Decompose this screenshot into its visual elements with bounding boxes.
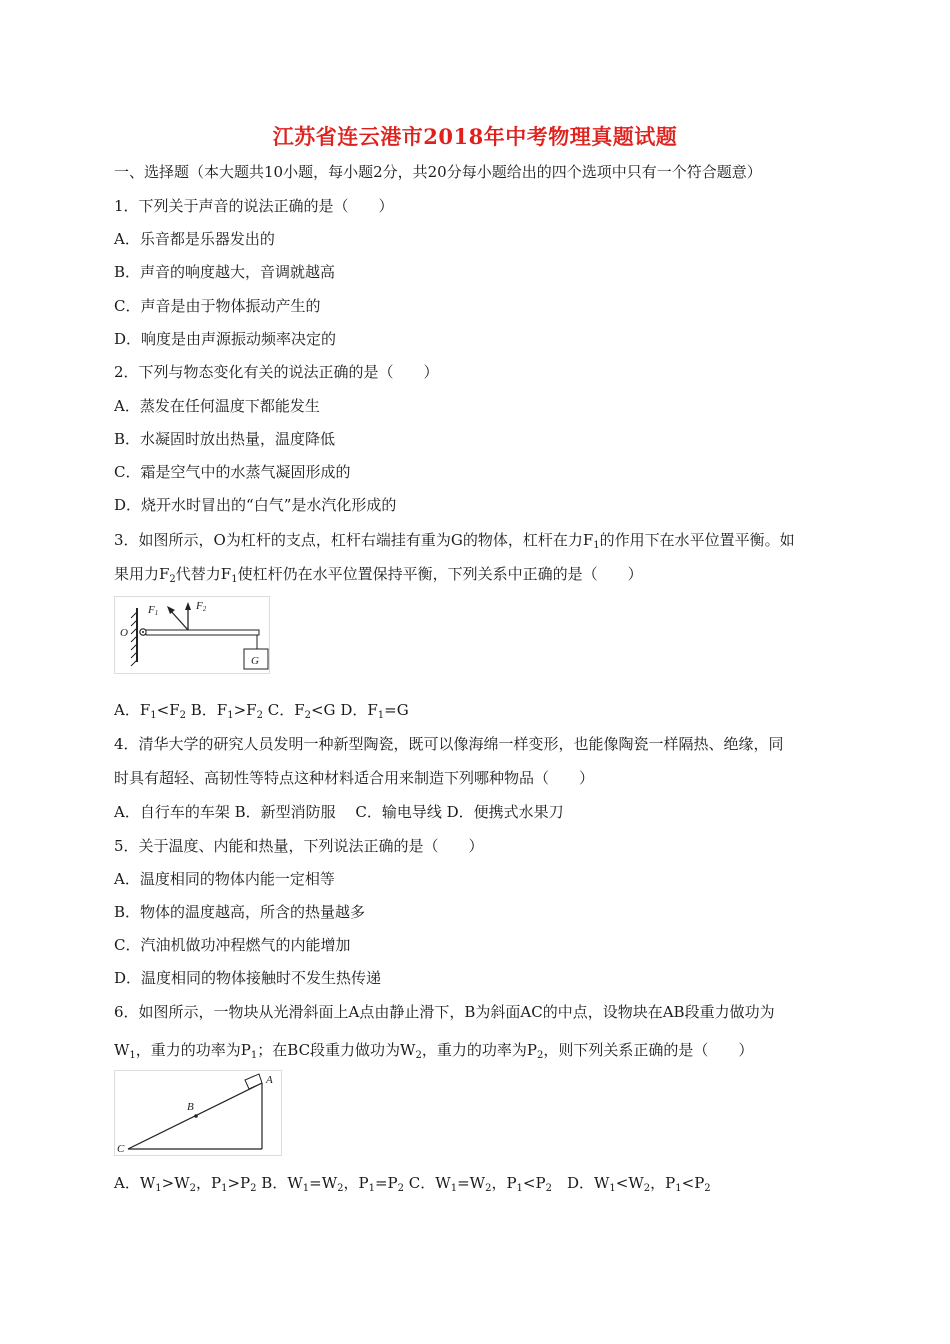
question-2-option-c: C．霜是空气中的水蒸气凝固形成的 <box>114 463 351 481</box>
label-b: B <box>187 1101 194 1113</box>
label-g: G <box>251 655 259 667</box>
question-6-stem-line-2: $W_1$，重力的功率为$P_1$；在BC段重力做功为$W_2$，重力的功率为$P_2$，则下列关系正确的是（ ） <box>114 1041 754 1061</box>
question-6-options: A．$W_1>W_2$，$P_1>P_2$ B．$W_1=W_2$，$P_1=P_2$ C．$W_1=W_2$，$P_1<P_2$ D．$W_1<W_2$，$P_1<P_2$ <box>114 1174 711 1194</box>
question-2-option-b: B．水凝固时放出热量，温度降低 <box>114 430 336 448</box>
label-f1: F <box>148 604 155 616</box>
question-2-option-d: D．烧开水时冒出的“白气”是水汽化形成的 <box>114 496 397 514</box>
lever-diagram <box>114 596 270 674</box>
question-3-stem-line-2: 果用力$F_2$代替力$F_1$使杠杆仍在水平位置保持平衡，下列关系中正确的是（ ） <box>114 565 643 585</box>
question-1-option-a: A．乐音都是乐器发出的 <box>114 230 275 248</box>
svg-text:F2: F2 <box>196 600 207 613</box>
question-6-stem-line-1: 6．如图所示，一物块从光滑斜面上A点由静止滑下，B为斜面AC的中点，设物块在AB段重力做功为 <box>114 1003 775 1021</box>
svg-text:F1: F1 <box>148 604 159 617</box>
label-f2: F <box>196 600 203 612</box>
question-3-options: A．$F_1<F_2$ B．$F_1>F_2$ C．$F_2<G$ D．$F_1=G$ <box>114 701 409 721</box>
label-c: C <box>117 1143 125 1155</box>
label-a: A <box>266 1074 273 1086</box>
question-5-option-b: B．物体的温度越高，所含的热量越多 <box>114 903 366 921</box>
page-title: 江苏省连云港市2018年中考物理真题试题 <box>272 124 678 149</box>
section-heading: 一、选择题（本大题共10小题，每小题2分，共20分每小题给出的四个选项中只有一个符合题意） <box>114 163 762 181</box>
question-4-stem-line-1: 4．清华大学的研究人员发明一种新型陶瓷，既可以像海绵一样变形，也能像陶瓷一样隔热、绝缘，同 <box>114 735 784 753</box>
question-3-stem-line-1: 3．如图所示，O为杠杆的支点，杠杆右端挂有重为G的物体，杠杆在力$F_1$的作用下在水平位置平衡。如 <box>114 531 795 551</box>
question-2-stem: 2．下列与物态变化有关的说法正确的是（ ） <box>114 363 439 381</box>
question-5-stem: 5．关于温度、内能和热量，下列说法正确的是（ ） <box>114 837 484 855</box>
question-5-option-c: C．汽油机做功冲程燃气的内能增加 <box>114 936 351 954</box>
question-1-option-b: B．声音的响度越大，音调就越高 <box>114 263 336 281</box>
question-1-option-d: D．响度是由声源振动频率决定的 <box>114 330 337 348</box>
question-1-option-c: C．声音是由于物体振动产生的 <box>114 297 321 315</box>
question-1-stem: 1．下列关于声音的说法正确的是（ ） <box>114 197 394 215</box>
question-5-option-a: A．温度相同的物体内能一定相等 <box>114 870 335 888</box>
question-4-stem-line-2: 时具有超轻、高韧性等特点这种材料适合用来制造下列哪种物品（ ） <box>114 769 595 787</box>
question-2-option-a: A．蒸发在任何温度下都能发生 <box>114 397 320 415</box>
question-4-options: A．自行车的车架 B．新型消防服 C．输电导线 D．便携式水果刀 <box>114 803 564 821</box>
incline-diagram <box>114 1070 282 1156</box>
label-o: O <box>120 627 128 639</box>
question-5-option-d: D．温度相同的物体接触时不发生热传递 <box>114 969 382 987</box>
